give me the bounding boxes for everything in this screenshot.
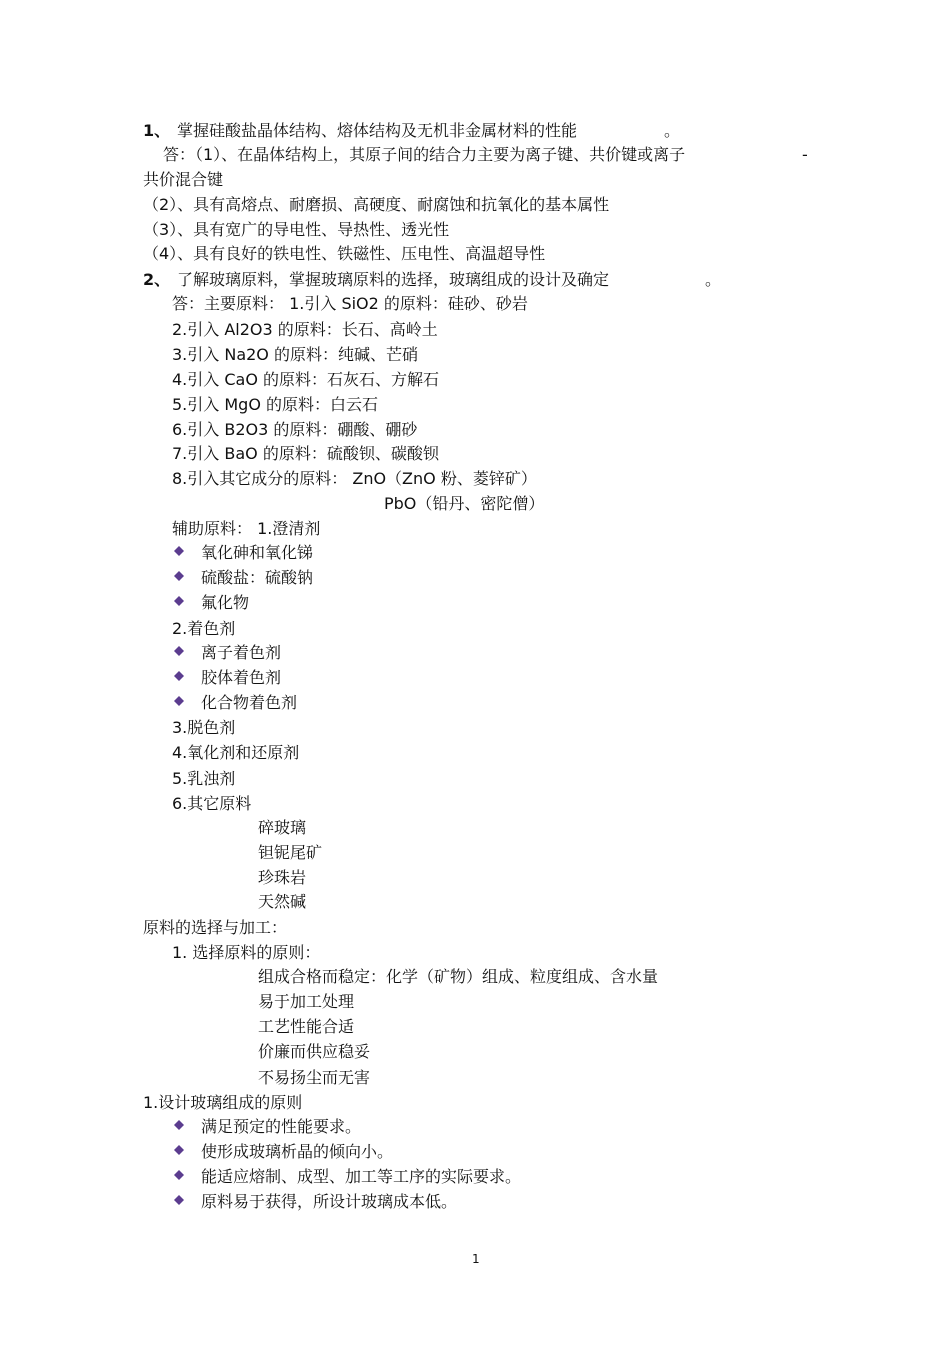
auxiliary-item: 氟化物 bbox=[201, 593, 250, 612]
question-2-text: 了解玻璃原料，掌握玻璃原料的选择，玻璃组成的设计及确定 bbox=[177, 270, 610, 289]
auxiliary-heading-3: 3.脱色剂 bbox=[172, 718, 236, 737]
answer-1-line-2: 共价混合键 bbox=[143, 170, 224, 189]
main-material-3: 3.引入 Na2O 的原料：纯碱、芒硝 bbox=[172, 345, 418, 364]
main-material-2: 2.引入 Al2O3 的原料：长石、高岭土 bbox=[172, 320, 438, 339]
answer-1-line-1: 答：（1）、在晶体结构上，其原子间的结合力主要为离子键、共价键或离子 bbox=[163, 145, 686, 164]
main-material-1: 答：主要原料： 1.引入 SiO2 的原料：硅砂、砂岩 bbox=[172, 294, 528, 313]
other-material: 碎玻璃 bbox=[258, 818, 307, 837]
diamond-bullet-icon bbox=[174, 1145, 184, 1155]
selection-principle: 工艺性能合适 bbox=[258, 1017, 355, 1036]
auxiliary-item: 硫酸盐：硫酸钠 bbox=[201, 568, 314, 587]
auxiliary-item: 氧化砷和氧化锑 bbox=[201, 543, 314, 562]
auxiliary-heading-5: 5.乳浊剂 bbox=[172, 769, 236, 788]
selection-principle-heading: 1. 选择原料的原则： bbox=[172, 943, 321, 962]
diamond-bullet-icon bbox=[174, 671, 184, 681]
selection-heading: 原料的选择与加工： bbox=[143, 918, 288, 937]
diamond-bullet-icon bbox=[174, 596, 184, 606]
answer-1-line-5: （4）、具有良好的铁电性、铁磁性、压电性、高温超导性 bbox=[143, 244, 546, 263]
main-material-6: 6.引入 B2O3 的原料：硼酸、硼砂 bbox=[172, 420, 418, 439]
selection-principle: 不易扬尘而无害 bbox=[258, 1068, 371, 1087]
auxiliary-item: 胶体着色剂 bbox=[201, 668, 282, 687]
diamond-bullet-icon bbox=[174, 696, 184, 706]
auxiliary-heading-4: 4.氧化剂和还原剂 bbox=[172, 743, 300, 762]
main-material-4: 4.引入 CaO 的原料：石灰石、方解石 bbox=[172, 370, 440, 389]
page-number: 1 bbox=[472, 1252, 480, 1266]
question-2-end: 。 bbox=[705, 270, 722, 289]
other-material: 钽铌尾矿 bbox=[258, 843, 323, 862]
main-material-7: 7.引入 BaO 的原料：硫酸钡、碳酸钡 bbox=[172, 444, 439, 463]
design-principle: 满足预定的性能要求。 bbox=[201, 1117, 362, 1136]
selection-principle: 组成合格而稳定：化学（矿物）组成、粒度组成、含水量 bbox=[258, 967, 659, 986]
answer-1-dash: - bbox=[802, 145, 808, 164]
auxiliary-item: 离子着色剂 bbox=[201, 643, 282, 662]
auxiliary-item: 化合物着色剂 bbox=[201, 693, 298, 712]
selection-principle: 价廉而供应稳妥 bbox=[258, 1042, 371, 1061]
auxiliary-heading-6: 6.其它原料 bbox=[172, 794, 252, 813]
answer-1-line-3: （2）、具有高熔点、耐磨损、高硬度、耐腐蚀和抗氧化的基本属性 bbox=[143, 195, 610, 214]
design-principle: 能适应熔制、成型、加工等工序的实际要求。 bbox=[201, 1167, 522, 1186]
other-material: 天然碱 bbox=[258, 892, 307, 911]
question-1-number: 1、 bbox=[143, 121, 171, 140]
diamond-bullet-icon bbox=[174, 646, 184, 656]
diamond-bullet-icon bbox=[174, 1120, 184, 1130]
question-2-number: 2、 bbox=[143, 270, 171, 289]
auxiliary-heading-2: 2.着色剂 bbox=[172, 619, 236, 638]
diamond-bullet-icon bbox=[174, 1170, 184, 1180]
answer-1-line-4: （3）、具有宽广的导电性、导热性、透光性 bbox=[143, 220, 450, 239]
question-1-end: 。 bbox=[664, 121, 681, 140]
auxiliary-heading: 辅助原料： 1.澄清剂 bbox=[172, 519, 321, 538]
main-material-8b: PbO（铅丹、密陀僧） bbox=[384, 494, 545, 513]
main-material-5: 5.引入 MgO 的原料：白云石 bbox=[172, 395, 378, 414]
design-heading: 1.设计玻璃组成的原则 bbox=[143, 1093, 303, 1112]
question-1-text: 掌握硅酸盐晶体结构、熔体结构及无机非金属材料的性能 bbox=[177, 121, 578, 140]
main-material-8: 8.引入其它成分的原料： ZnO（ZnO 粉、菱锌矿） bbox=[172, 469, 537, 488]
diamond-bullet-icon bbox=[174, 571, 184, 581]
diamond-bullet-icon bbox=[174, 1195, 184, 1205]
other-material: 珍珠岩 bbox=[258, 868, 307, 887]
design-principle: 使形成玻璃析晶的倾向小。 bbox=[201, 1142, 394, 1161]
diamond-bullet-icon bbox=[174, 546, 184, 556]
selection-principle: 易于加工处理 bbox=[258, 992, 355, 1011]
design-principle: 原料易于获得，所设计玻璃成本低。 bbox=[201, 1192, 458, 1211]
